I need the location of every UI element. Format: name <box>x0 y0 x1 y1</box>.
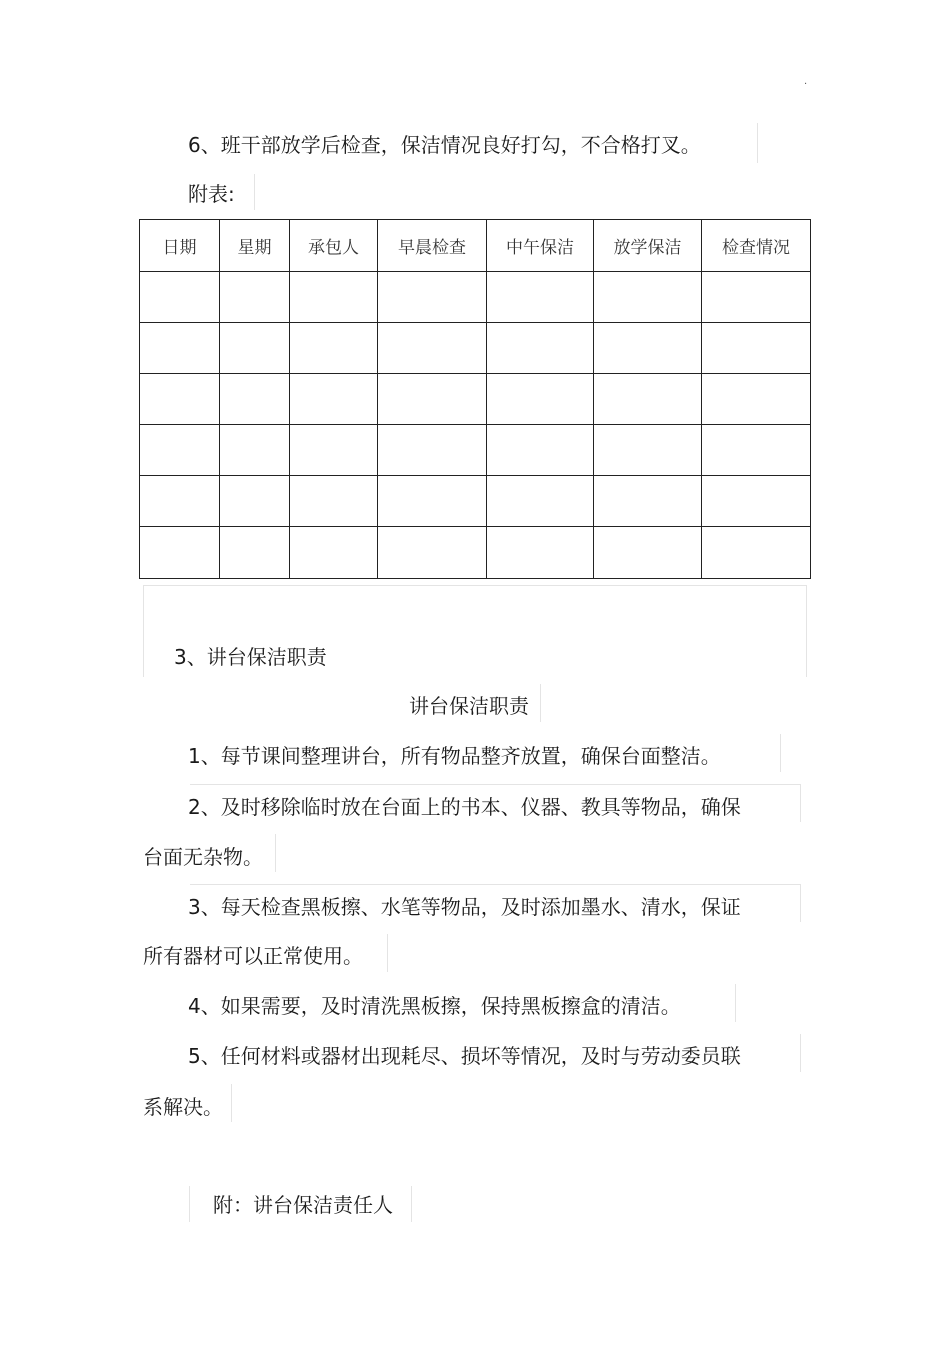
table-row <box>140 323 811 374</box>
table-header-row <box>140 220 811 272</box>
header-contractor: 承包人 <box>290 220 378 272</box>
appendix-label: 附表: <box>188 182 235 206</box>
duty-item-4: 4、如果需要，及时清洗黑板擦，保持黑板擦盒的清洁。 <box>188 994 681 1018</box>
guide-line <box>780 734 781 772</box>
page-marker: . <box>804 76 808 87</box>
table-row <box>140 374 811 425</box>
guide-line <box>800 884 801 922</box>
guide-line <box>189 1186 190 1222</box>
duty-item-5-line-2: 系解决。 <box>143 1095 223 1119</box>
table-row <box>140 425 811 476</box>
duty-item-3-line-1: 3、每天检查黑板擦、水笔等物品，及时添加墨水、清水，保证 <box>188 895 741 919</box>
guide-line <box>735 984 736 1022</box>
guide-line <box>540 684 541 722</box>
guide-line <box>231 1084 232 1122</box>
header-morning-check: 早晨检查 <box>378 220 487 272</box>
header-noon-cleaning: 中午保洁 <box>487 220 594 272</box>
header-date: 日期 <box>140 220 220 272</box>
rule-6: 6、班干部放学后检查，保洁情况良好打勾，不合格打叉。 <box>188 133 701 157</box>
duty-table <box>139 219 811 579</box>
header-after-school-cleaning: 放学保洁 <box>594 220 702 272</box>
header-inspection-result: 检查情况 <box>702 220 811 272</box>
section-3-title: 讲台保洁职责 <box>409 694 529 718</box>
guide-line <box>387 934 388 972</box>
guide-line <box>254 174 255 210</box>
section-3-heading: 3、讲台保洁职责 <box>174 645 327 669</box>
section-3-appendix: 附：讲台保洁责任人 <box>213 1193 393 1217</box>
duty-item-3-line-2: 所有器材可以正常使用。 <box>143 944 363 968</box>
header-weekday: 星期 <box>220 220 290 272</box>
table-row <box>140 527 811 579</box>
duty-item-2-line-2: 台面无杂物。 <box>143 845 263 869</box>
guide-line <box>143 585 807 586</box>
duty-item-2-line-1: 2、及时移除临时放在台面上的书本、仪器、教具等物品，确保 <box>188 795 741 819</box>
guide-line <box>190 784 801 785</box>
guide-line <box>275 834 276 872</box>
duty-item-5-line-1: 5、任何材料或器材出现耗尽、损坏等情况，及时与劳动委员联 <box>188 1044 741 1068</box>
guide-line <box>411 1186 412 1222</box>
guide-line <box>800 784 801 822</box>
guide-line <box>806 585 807 677</box>
guide-line <box>757 123 758 163</box>
table-row <box>140 272 811 323</box>
guide-line <box>800 1034 801 1072</box>
duty-item-1: 1、每节课间整理讲台，所有物品整齐放置，确保台面整洁。 <box>188 744 721 768</box>
table-row <box>140 476 811 527</box>
guide-line <box>143 585 144 677</box>
guide-line <box>190 884 801 885</box>
